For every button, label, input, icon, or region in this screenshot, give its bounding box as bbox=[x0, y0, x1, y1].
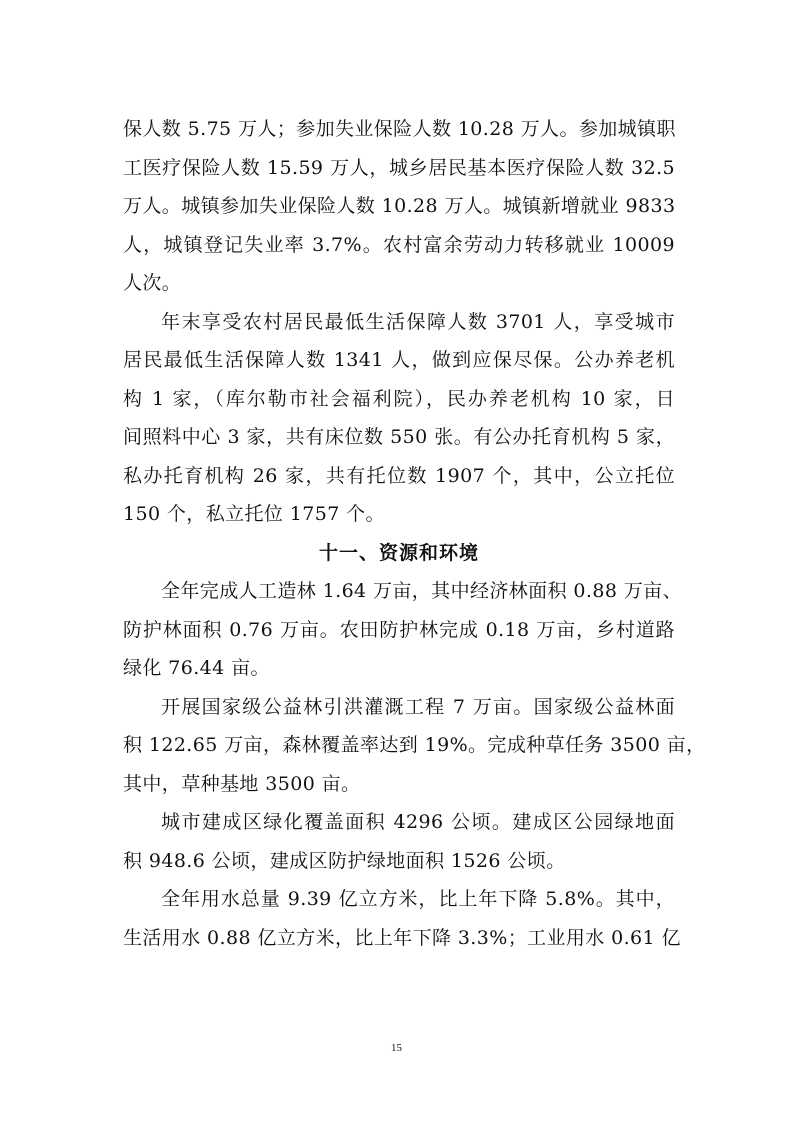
section-heading: 十一、资源和环境 bbox=[318, 541, 479, 564]
paragraph-afforestation bbox=[123, 572, 682, 688]
text-line: 居民最低生活保障人数 1341 人，做到应保尽保。公办养老机 bbox=[123, 349, 675, 371]
text-line: 间照料中心 3 家，共有床位数 550 张。有公办托育机构 5 家， bbox=[123, 426, 675, 448]
text-line: 保人数 5.75 万人；参加失业保险人数 10.28 万人。参加城镇职 bbox=[123, 118, 676, 140]
text-line: 积 948.6 公顷，建成区防护绿地面积 1526 公顷。 bbox=[123, 849, 566, 872]
text-line: 开展国家级公益林引洪灌溉工程 7 万亩。国家级公益林面 bbox=[161, 695, 675, 718]
text-line: 绿化 76.44 亩。 bbox=[123, 657, 270, 679]
text-line: 城市建成区绿化覆盖面积 4296 公顷。建成区公园绿地面 bbox=[161, 811, 675, 833]
text-line: 生活用水 0.88 亿立方米，比上年下降 3.3%；工业用水 0.61 亿 bbox=[123, 926, 681, 949]
paragraph-public-forest bbox=[123, 688, 706, 804]
text-line: 工医疗保险人数 15.59 万人，城乡居民基本医疗保险人数 32.5 bbox=[123, 156, 675, 179]
page-number: 15 bbox=[391, 1042, 402, 1054]
text-line: 万人。城镇参加失业保险人数 10.28 万人。城镇新增就业 9833 bbox=[123, 195, 676, 217]
document-body bbox=[123, 110, 706, 957]
text-line: 年末享受农村居民最低生活保障人数 3701 人，享受城市 bbox=[161, 310, 675, 333]
paragraph-social-insurance bbox=[123, 110, 675, 303]
text-line: 全年用水总量 9.39 亿立方米，比上年下降 5.8%。其中， bbox=[161, 888, 675, 910]
paragraph-urban-greening bbox=[123, 803, 675, 880]
text-line: 全年完成人工造林 1.64 万亩，其中经济林面积 0.88 万亩、 bbox=[161, 580, 682, 602]
text-line: 其中，草种基地 3500 亩。 bbox=[123, 772, 361, 795]
text-line: 人次。 bbox=[123, 272, 182, 294]
paragraph-minimum-living-security bbox=[123, 303, 675, 534]
text-line: 私办托育机构 26 家，共有托位数 1907 个，其中，公立托位 bbox=[123, 464, 675, 487]
text-line: 150 个，私立托位 1757 个。 bbox=[123, 503, 385, 525]
paragraph-water-usage bbox=[123, 880, 681, 957]
text-line: 积 122.65 万亩，森林覆盖率达到 19%。完成种草任务 3500 亩， bbox=[123, 734, 706, 756]
text-line: 构 1 家，（库尔勒市社会福利院），民办养老机构 10 家，日 bbox=[123, 387, 675, 410]
text-line: 防护林面积 0.76 万亩。农田防护林完成 0.18 万亩，乡村道路 bbox=[123, 618, 675, 641]
text-line: 人，城镇登记失业率 3.7%。农村富余劳动力转移就业 10009 bbox=[123, 233, 675, 256]
